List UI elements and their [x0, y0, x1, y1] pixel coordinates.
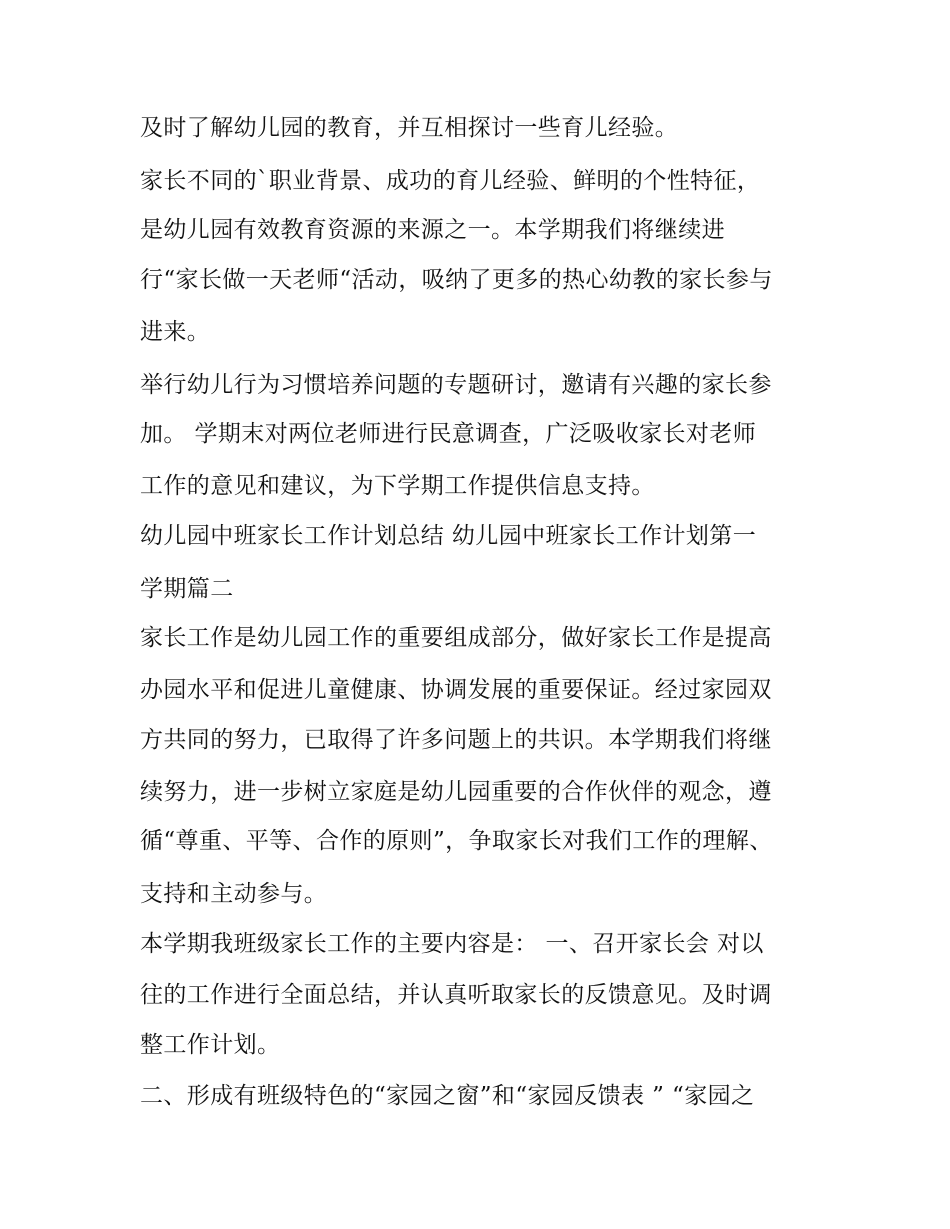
- text-line: 家长工作是幼儿园工作的重要组成部分，做好家长工作是提高: [140, 625, 772, 651]
- text-line: 幼儿园中班家长工作计划总结 幼儿园中班家长工作计划第一: [140, 523, 757, 549]
- text-line: 家长不同的`职业背景、成功的育儿经验、鲜明的个性特征，: [140, 168, 761, 194]
- text-line: 及时了解幼儿园的教育，并互相探讨一些育儿经验。: [140, 115, 679, 141]
- text-line: 整工作计划。: [140, 1032, 281, 1058]
- text-line: 办园水平和促进儿童健康、协调发展的重要保证。经过家园双: [140, 677, 772, 703]
- text-line: 加。 学期末对两位老师进行民意调查，广泛吸收家长对老师: [140, 421, 757, 447]
- text-line: 二、形成有班级特色的“家园之窗”和“家园反馈表 ” “家园之: [140, 1083, 755, 1109]
- text-line: 方共同的努力，已取得了许多问题上的共识。本学期我们将继: [140, 727, 772, 753]
- text-line: 续努力，进一步树立家庭是幼儿园重要的合作伙伴的观念，遵: [140, 779, 772, 805]
- text-line: 循“尊重、平等、合作的原则”，争取家长对我们工作的理解、: [140, 828, 773, 854]
- text-line: 是幼儿园有效教育资源的来源之一。本学期我们将继续进: [140, 217, 725, 243]
- text-line: 往的工作进行全面总结，并认真听取家长的反馈意见。及时调: [140, 982, 772, 1008]
- text-line: 学期篇二: [140, 576, 234, 602]
- text-line: 行“家长做一天老师“活动，吸纳了更多的热心幼教的家长参与: [140, 267, 773, 293]
- text-line: 支持和主动参与。: [140, 881, 328, 907]
- text-line: 进来。: [140, 319, 211, 345]
- text-line: 工作的意见和建议，为下学期工作提供信息支持。: [140, 473, 655, 499]
- text-line: 本学期我班级家长工作的主要内容是： 一、召开家长会 对以: [140, 931, 764, 957]
- text-line: 举行幼儿行为习惯培养问题的专题研讨，邀请有兴趣的家长参: [140, 372, 772, 398]
